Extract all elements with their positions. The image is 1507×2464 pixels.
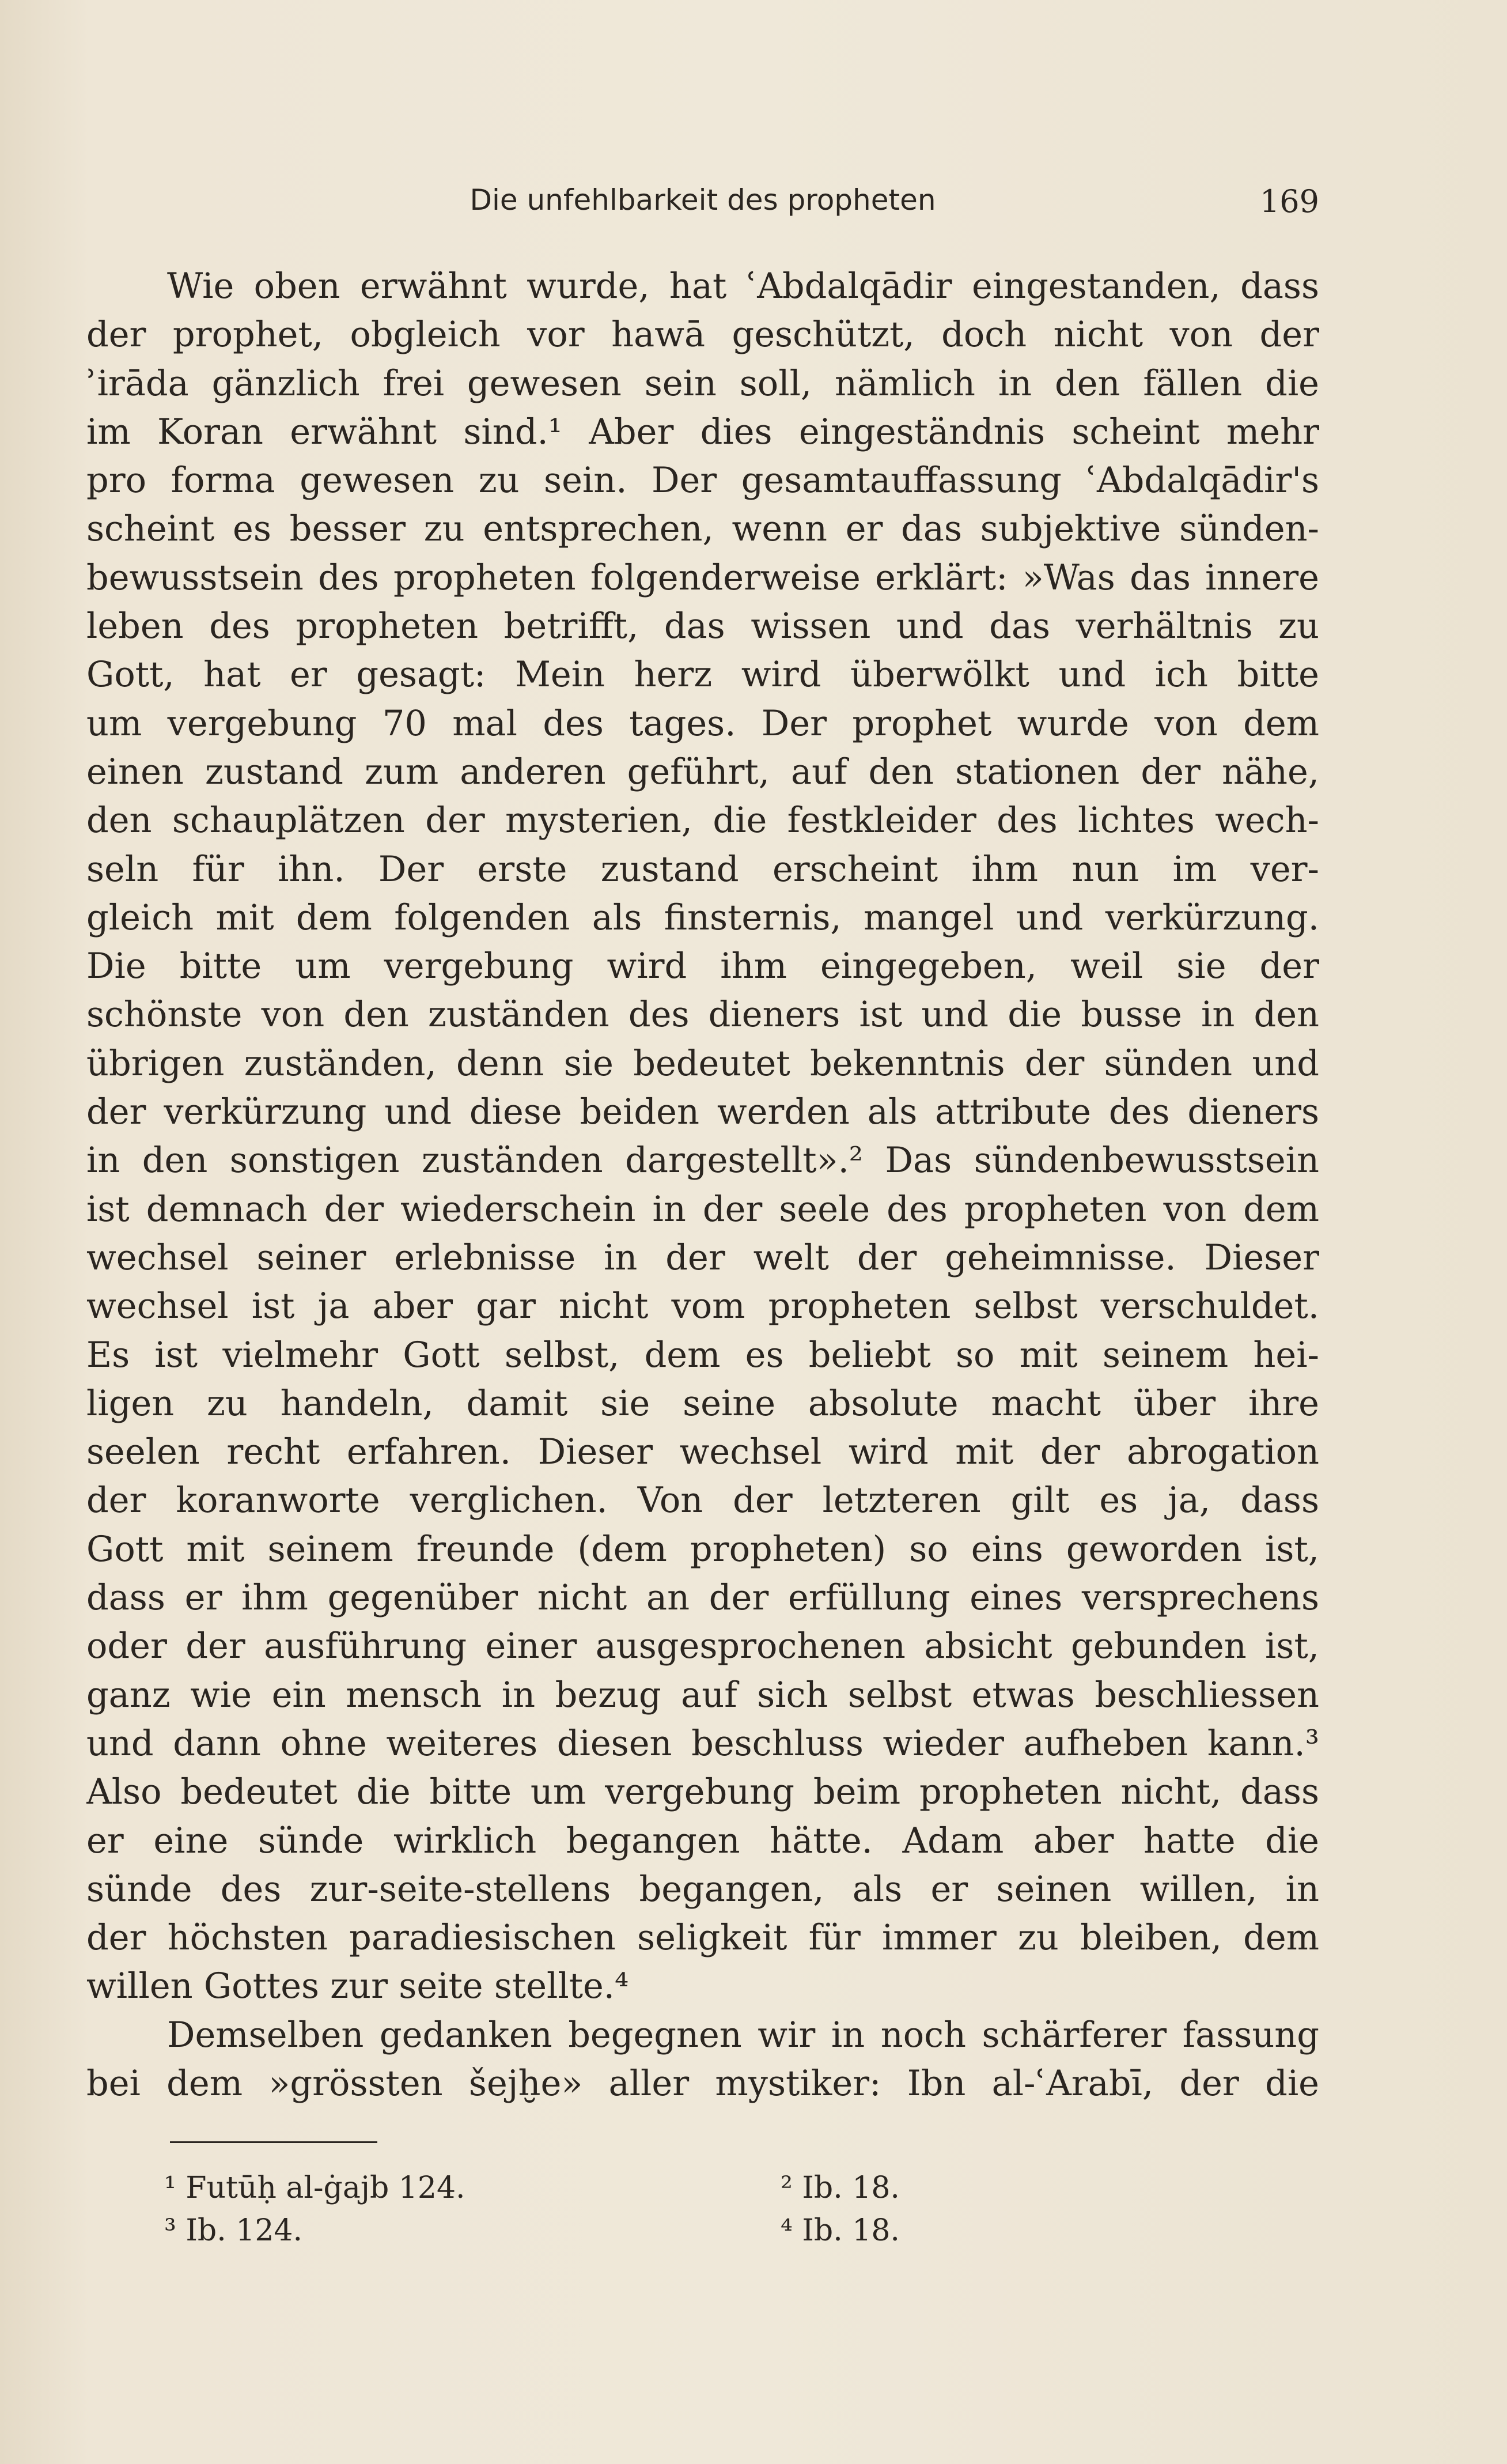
footnote-row	[164, 2209, 1316, 2252]
footnote-divider	[170, 2141, 377, 2143]
body-text	[86, 262, 1319, 2108]
footnote-2: ² Ib. 18.	[781, 2171, 900, 2205]
text-line: den schauplätzen der mysterien, die festkleider des lichtes wech-	[86, 800, 1319, 841]
text-line: wechsel ist ja aber gar nicht vom propheten selbst verschuldet.	[86, 1286, 1319, 1327]
text-line: schönste von den zuständen des dieners ist und die busse in den	[86, 995, 1319, 1036]
text-line: ligen zu handeln, damit sie seine absolute macht über ihre	[86, 1383, 1319, 1424]
text-line: Also bedeutet die bitte um vergebung beim propheten nicht, dass	[86, 1772, 1319, 1813]
footnote-row	[164, 2167, 1316, 2209]
text-line: seelen recht erfahren. Dieser wechsel wird mit der abrogation	[86, 1432, 1319, 1473]
running-head: Die unfehlbarkeit des propheten	[469, 183, 936, 217]
text-line: um vergebung 70 mal des tages. Der prophet wurde von dem	[86, 703, 1319, 744]
text-line: dass er ihm gegenüber nicht an der erfüllung eines versprechens	[86, 1578, 1319, 1619]
text-line: der koranworte verglichen. Von der letzteren gilt es ja, dass	[86, 1480, 1319, 1521]
text-line: und dann ohne weiteres diesen beschluss wieder aufheben kann.³	[86, 1723, 1319, 1764]
text-line: Gott, hat er gesagt: Mein herz wird überwölkt und ich bitte	[86, 655, 1319, 696]
footnotes	[164, 2167, 1316, 2252]
footnote-1: ¹ Futūḥ al-ġajb 124.	[164, 2171, 465, 2205]
text-line: ist demnach der wiederschein in der seele des propheten von dem	[86, 1189, 1319, 1230]
text-line: der verkürzung und diese beiden werden als attribute des dieners	[86, 1092, 1319, 1133]
text-line: ʾirāda gänzlich frei gewesen sein soll, nämlich in den fällen die	[86, 363, 1319, 404]
page-header	[86, 183, 1319, 224]
text-line: wechsel seiner erlebnisse in der welt der geheimnisse. Dieser	[86, 1237, 1319, 1278]
text-line: pro forma gewesen zu sein. Der gesamtauffassung ʿAbdalqādir's	[86, 460, 1319, 501]
text-line: seln für ihn. Der erste zustand erscheint ihm nun im ver-	[86, 849, 1319, 890]
text-line: gleich mit dem folgenden als finsternis, mangel und verkürzung.	[86, 897, 1319, 938]
text-line: sünde des zur-seite-stellens begangen, als er seinen willen, in	[86, 1869, 1319, 1910]
text-line: willen Gottes zur seite stellte.⁴	[86, 1966, 629, 2007]
text-line: ganz wie ein mensch in bezug auf sich selbst etwas beschliessen	[86, 1675, 1319, 1715]
page-number: 169	[1259, 183, 1319, 220]
text-line: bei dem »grössten šejḫe» aller mystiker: Ibn al-ʿArabī, der die	[86, 2063, 1319, 2104]
text-line: Die bitte um vergebung wird ihm eingegeben, weil sie der	[86, 946, 1319, 987]
text-line: Gott mit seinem freunde (dem propheten) so eins geworden ist,	[86, 1529, 1319, 1570]
text-line: im Koran erwähnt sind.¹ Aber dies eingeständnis scheint mehr	[86, 411, 1319, 452]
text-line: Wie oben erwähnt wurde, hat ʿAbdalqādir eingestanden, dass	[167, 266, 1319, 307]
text-line: leben des propheten betrifft, das wissen und das verhältnis zu	[86, 606, 1319, 647]
text-line: der höchsten paradiesischen seligkeit für immer zu bleiben, dem	[86, 1918, 1319, 1959]
footnote-4: ⁴ Ib. 18.	[781, 2213, 900, 2248]
text-line: oder der ausführung einer ausgesprochenen absicht gebunden ist,	[86, 1626, 1319, 1667]
text-line: der prophet, obgleich vor hawā geschützt, doch nicht von der	[86, 315, 1319, 356]
footnote-3: ³ Ib. 124.	[164, 2213, 303, 2248]
text-line: Demselben gedanken begegnen wir in noch schärferer fassung	[167, 2015, 1319, 2055]
text-line: bewusstsein des propheten folgenderweise erklärt: »Was das innere	[86, 557, 1319, 598]
text-line: er eine sünde wirklich begangen hätte. Adam aber hatte die	[86, 1820, 1319, 1861]
text-line: übrigen zuständen, denn sie bedeutet bekenntnis der sünden und	[86, 1043, 1319, 1084]
text-line: in den sonstigen zuständen dargestellt».² Das sündenbewusstsein	[86, 1140, 1319, 1181]
text-line: scheint es besser zu entsprechen, wenn er das subjektive sünden-	[86, 509, 1319, 550]
text-line: Es ist vielmehr Gott selbst, dem es beliebt so mit seinem hei-	[86, 1335, 1319, 1375]
text-line: einen zustand zum anderen geführt, auf den stationen der nähe,	[86, 751, 1319, 792]
